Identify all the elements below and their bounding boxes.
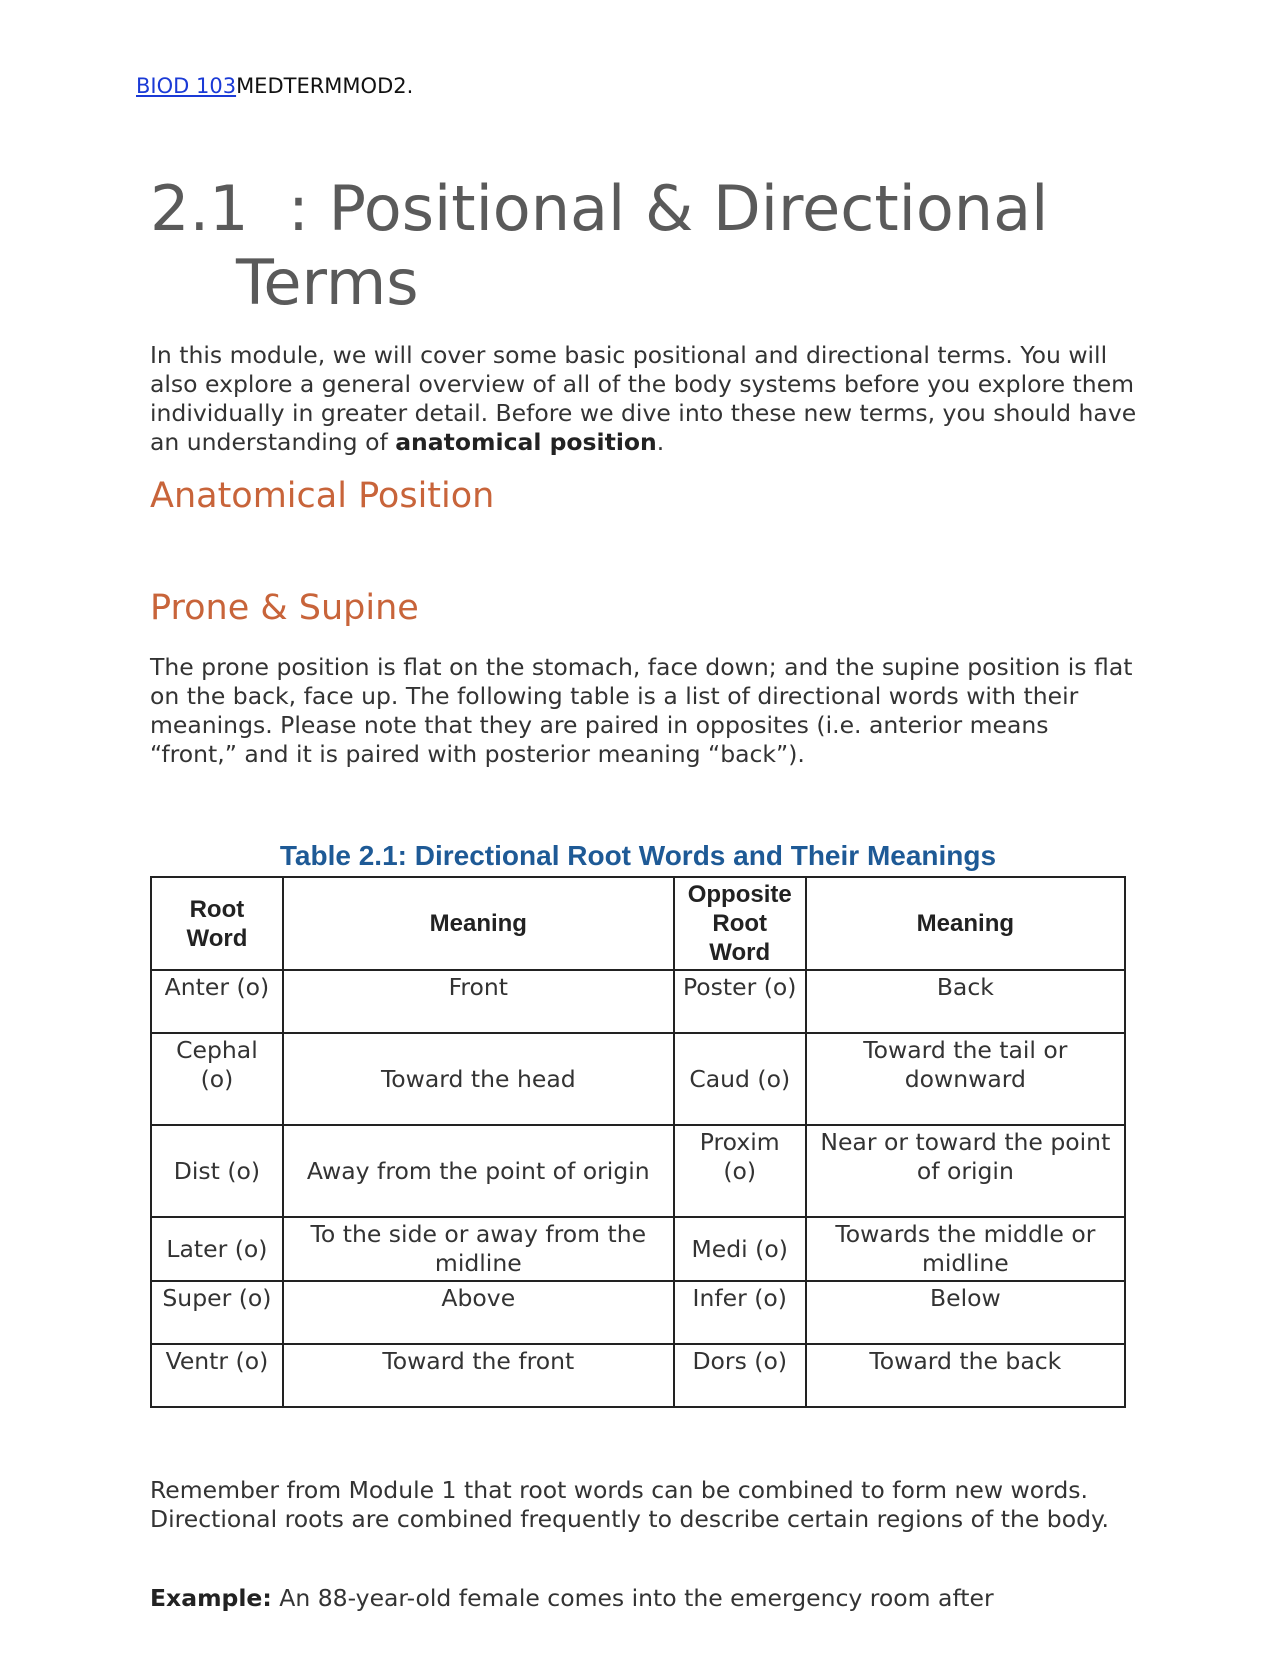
header-opposite-root-word: Opposite Root Word <box>674 877 806 970</box>
table-row <box>151 1281 1125 1344</box>
opposite-meaning-cell: Below <box>806 1281 1125 1344</box>
heading-prone-supine: Prone & Supine <box>150 588 419 628</box>
meaning-cell: Toward the head <box>283 1033 674 1125</box>
table-row <box>151 1125 1125 1217</box>
opposite-meaning-cell: Towards the middle or midline <box>806 1217 1125 1281</box>
title-line1: : Positional & Directional <box>288 172 1049 245</box>
meaning-cell: Front <box>283 970 674 1033</box>
opposite-meaning-cell: Back <box>806 970 1125 1033</box>
course-code-suffix: MEDTERMMOD2. <box>236 74 414 98</box>
root-word-cell: Anter (o) <box>151 970 283 1033</box>
opposite-meaning-cell: Near or toward the point of origin <box>806 1125 1125 1217</box>
root-word-cell: Cephal (o) <box>151 1033 283 1125</box>
document-header <box>136 74 413 98</box>
directional-table <box>150 876 1126 1408</box>
root-word-cell: Later (o) <box>151 1217 283 1281</box>
table-row <box>151 1033 1125 1125</box>
table-row <box>151 970 1125 1033</box>
page-title <box>150 172 1048 320</box>
intro-end: . <box>656 428 665 456</box>
opposite-meaning-cell: Toward the back <box>806 1344 1125 1407</box>
root-word-cell: Super (o) <box>151 1281 283 1344</box>
table-header-row <box>151 877 1125 970</box>
intro-paragraph <box>150 341 1140 457</box>
heading-anatomical-position: Anatomical Position <box>150 476 495 516</box>
example-paragraph <box>150 1584 1140 1613</box>
opposite-meaning-cell: Toward the tail or downward <box>806 1033 1125 1125</box>
header-meaning: Meaning <box>283 877 674 970</box>
opposite-root-cell: Infer (o) <box>674 1281 806 1344</box>
opposite-root-cell: Caud (o) <box>674 1033 806 1125</box>
example-label: Example: <box>150 1584 272 1612</box>
meaning-cell: Away from the point of origin <box>283 1125 674 1217</box>
table-caption: Table 2.1: Directional Root Words and Their Meanings <box>279 840 997 871</box>
course-link[interactable]: BIOD 103 <box>136 74 237 98</box>
prone-paragraph: The prone position is flat on the stomach, face down; and the supine position is flat on the back, face up. The following table is a list of directional words with their meanings. Please note that they are paired in opposites (i.e. anterior means “front,” and it is paired with posterior meaning “back”). <box>150 653 1133 768</box>
header-opposite-meaning: Meaning <box>806 877 1125 970</box>
table-row <box>151 1344 1125 1407</box>
remember-paragraph: Remember from Module 1 that root words can be combined to form new words. Directional roots are combined frequently to describe certain regions of the body. <box>150 1476 1110 1533</box>
header-root-word: Root Word <box>151 877 283 970</box>
meaning-cell: Toward the front <box>283 1344 674 1407</box>
opposite-root-cell: Dors (o) <box>674 1344 806 1407</box>
root-word-cell: Ventr (o) <box>151 1344 283 1407</box>
opposite-root-cell: Poster (o) <box>674 970 806 1033</box>
meaning-cell: To the side or away from the midline <box>283 1217 674 1281</box>
title-line2: Terms <box>236 246 419 319</box>
title-number: 2.1 <box>150 172 249 245</box>
intro-text: In this module, we will cover some basic positional and directional terms. You will also explore a general overview of all of the body systems before you explore them individually in greater detail. Before we dive into these new terms, you should have an understanding of <box>150 341 1137 456</box>
table-row <box>151 1217 1125 1281</box>
opposite-root-cell: Medi (o) <box>674 1217 806 1281</box>
meaning-cell: Above <box>283 1281 674 1344</box>
root-word-cell: Dist (o) <box>151 1125 283 1217</box>
opposite-root-cell: Proxim (o) <box>674 1125 806 1217</box>
example-text: An 88-year-old female comes into the emergency room after <box>271 1584 994 1612</box>
intro-bold-term: anatomical position <box>395 428 657 456</box>
